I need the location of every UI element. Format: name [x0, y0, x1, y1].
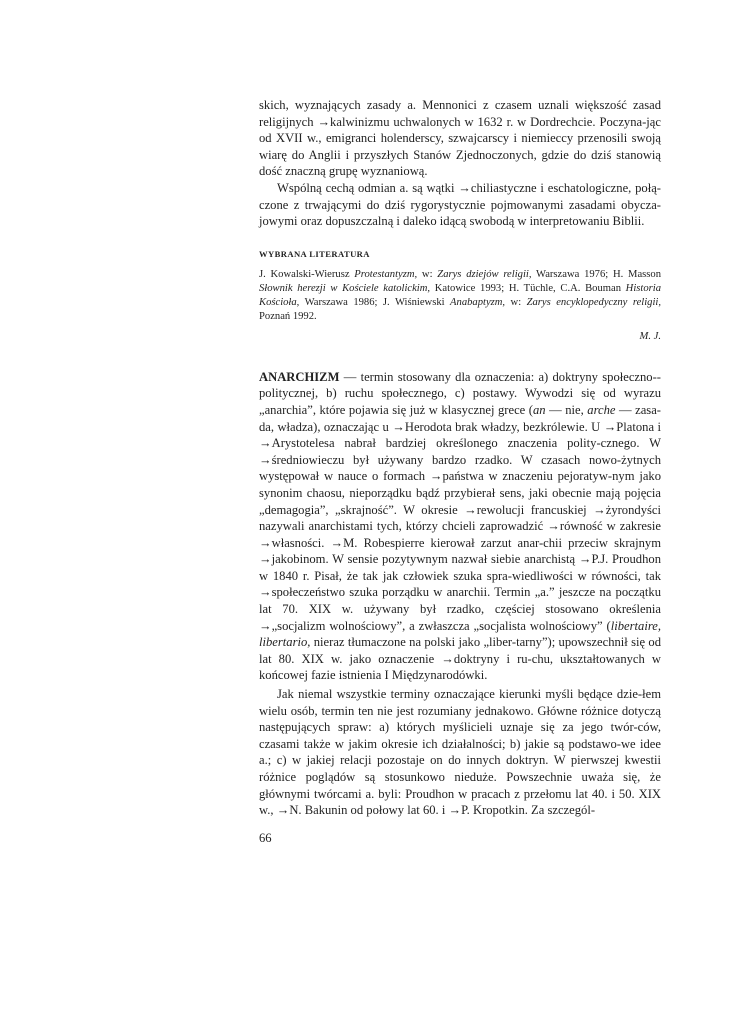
- entry-paragraph: [259, 369, 661, 684]
- encyclopedia-entry: [259, 369, 661, 819]
- ref-title: Zarys encyklopedyczny religii,: [526, 296, 661, 308]
- ref-title: Historia Kościoła,: [259, 282, 661, 308]
- ref-text: w:: [417, 268, 438, 280]
- author-initials: M. J.: [639, 330, 661, 342]
- entry-paragraph: Jak niemal wszystkie terminy oznaczające kierunki myśli będące dzie-łem wielu osób, termin ten nie jest rozumiany jednakowo. Główne różnice dotyczą następujących spraw: a) których myślicieli uznaje się za jego twór-ców, czasami także w jakim okresie ich działalności; b) jakie są podstawo-we idee a.; c) w jakiej relacji pozostaje on do innych doktryn. W pierwszej kwestii różnice poglądów są stosunkowo nieduże. Powszechnie uważa się, że głównymi twórcami a. byli: Proudhon w pracach z przełomu lat 40. i 50. XIX w., →N. Bakunin od połowy lat 60. i →P. Kropotkin. Za szczegól-: [259, 687, 661, 818]
- ref-title: Protestantyzm,: [354, 268, 418, 280]
- ref-text: Poznań 1992.: [259, 310, 317, 322]
- entry-term: ANARCHIZM: [259, 369, 340, 384]
- entry-text: nieraz tłumaczone na polski jako „liber-tarny”); upowszechnił się od lat 80. XIX w. jako oznaczenie →doktryny i ru-chu, ukształtowanych w końcowej fazie istnienia I Międzynarodówki.: [259, 635, 661, 683]
- ref-title: Zarys dziejów religii,: [437, 268, 532, 280]
- entry-italic: arche: [587, 402, 616, 417]
- entry-text: — nie,: [545, 402, 588, 417]
- ref-text: J. Kowalski-Wierusz: [259, 268, 355, 280]
- entry-italic: libertaire, libertario,: [259, 618, 661, 650]
- text-column: [259, 97, 661, 846]
- entry-text: — termin stosowany dla oznaczenia: a) doktryny społeczno--politycznej, b) ruchu społecznego, c) postawy. Wywodzi się od wyrazu „anarchia”, które pojawia się już w klasycznej grece (: [259, 369, 661, 417]
- summary-paragraph: Wspólną cechą odmian a. są wątki →chiliastyczne i eschatologiczne, połą-czone z trwającymi do dziś rygorystycznie pojmowanymi zasadami obycza-jowymi oraz dopuszczalną i daleko idącą swobodą w interpretowaniu Biblii.: [259, 180, 661, 229]
- literature-references: [259, 268, 661, 324]
- ref-title: Słownik herezji w Kościele katolickim,: [259, 282, 431, 294]
- ref-text: Warszawa 1986; J. Wiśniewski: [299, 296, 451, 308]
- ref-title: Anabaptyzm,: [450, 296, 506, 308]
- literature-heading: WYBRANA LITERATURA: [259, 248, 370, 259]
- ref-text: Katowice 1993; H. Tüchle, C.A. Bouman: [430, 282, 626, 294]
- continuation-paragraph: skich, wyznających zasady a. Mennonici z czasem uznali większość zasad religijnych →kalwinizmu uchwalonych w 1632 r. w Dordrechcie. Poczyna-jąc od XVII w., emigranci holenderscy, szwajcarscy i niemieccy przenosili swoją wiarę do Anglii i przyszłych Stanów Zjednoczonych, gdzie do dziś stanowią dość znaczną grupę wyznaniową.: [259, 98, 661, 179]
- ref-text: w:: [505, 296, 527, 308]
- ref-text: Warszawa 1976; H. Masson: [531, 268, 661, 280]
- page-number: 66: [259, 830, 272, 845]
- entry-italic: an: [532, 402, 546, 417]
- entry-text: — zasa-da, władza), oznaczając u →Herodota brak władzy, bezkrólewie. U →Platona i →Arystotelesa nabrał bardziej określonego znaczenia polity-cznego. W →średniowieczu był używany bardzo rzadko. W czasach nowo-żytnych występował w nauce o formach →państwa w znaczeniu pejoratyw-nym jako synonim chaosu, nieporządku bądź przybierał sens, jaki obecnie mają pojęcia „demagogia”, „skrajność”. W okresie →rewolucji francuskiej →żyrondyści nazywali anarchistami tych, którzy chcieli zaprowadzić →równość w zakresie →własności. →M. Robespierre kierował zarzut anar-chii przeciw skrajnym →jakobinom. W sensie pozytywnym nazwał siebie anarchistą →P.J. Proudhon w 1840 r. Pisał, że tak jak człowiek szuka spra-wiedliwości w równości, tak →społeczeństwo szuka porządku w anarchii. Termin „a.” jeszcze na początku lat 70. XIX w. używany był rzadko, częściej stosowano określenia →„socjalizm wolnościowy”, a zwłaszcza „socjalista wolnościowy” (: [259, 402, 661, 633]
